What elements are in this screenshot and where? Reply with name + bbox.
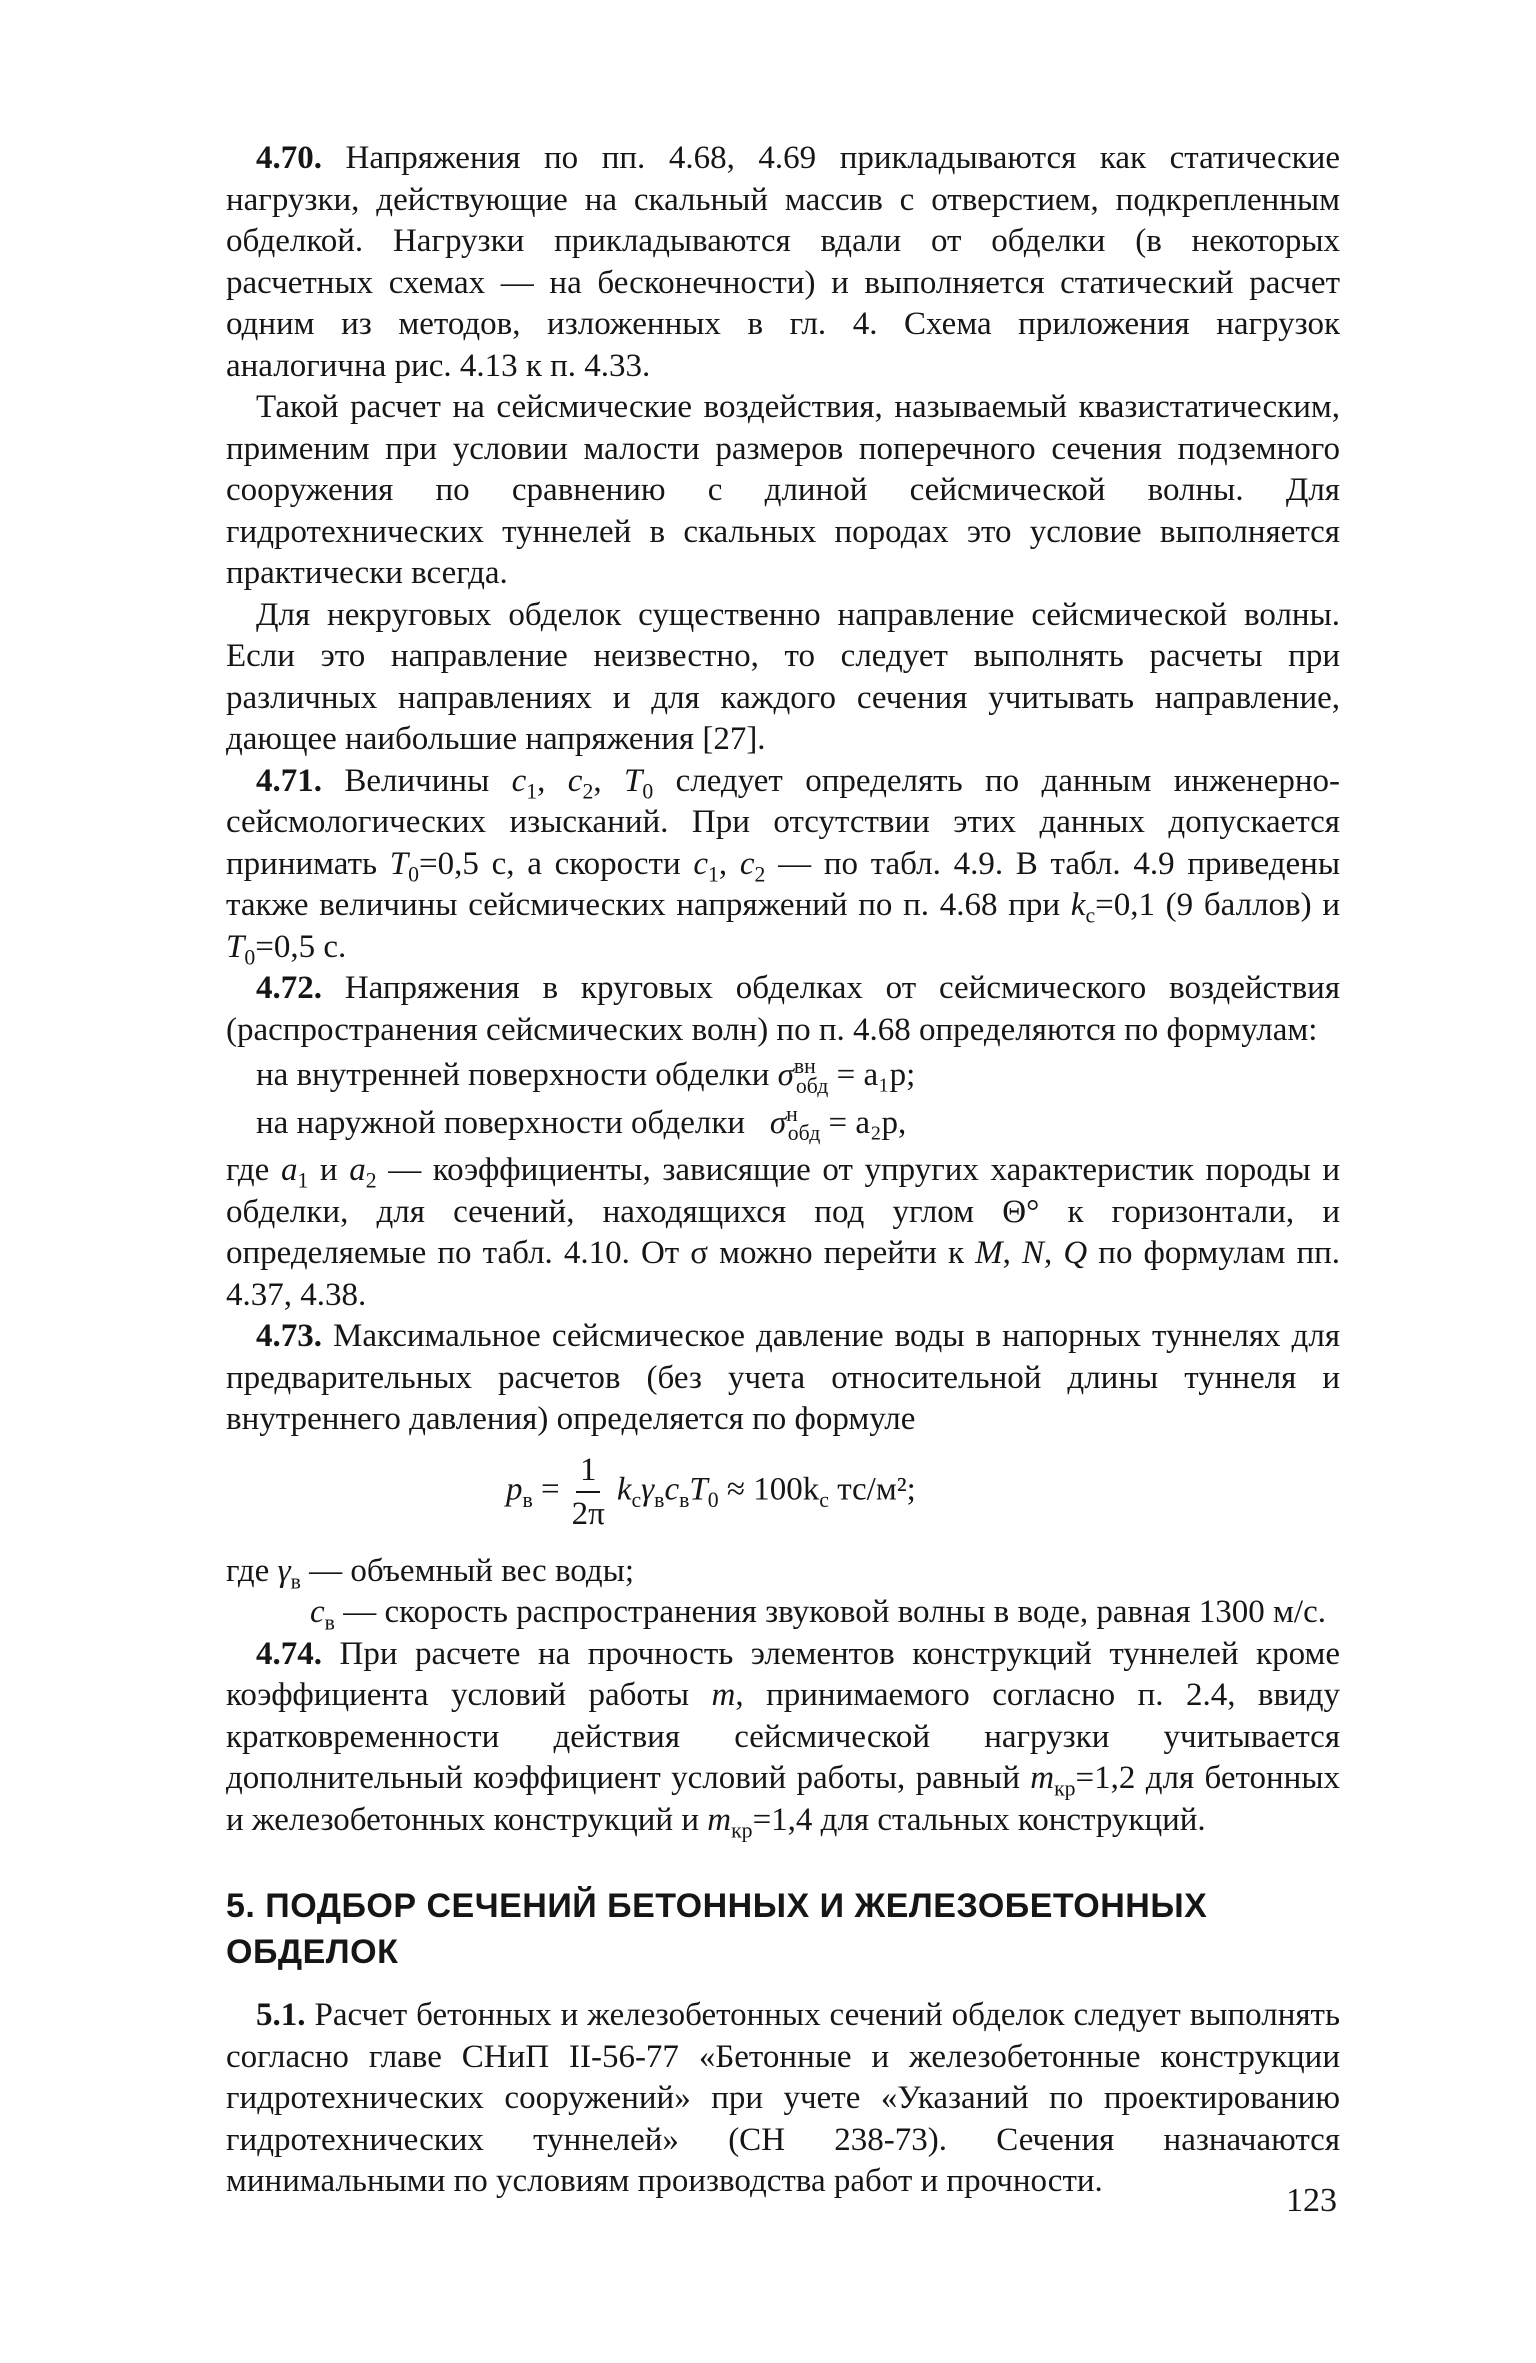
clause-number: 4.70. [256, 140, 322, 176]
paragraph-text: Напряжения по пп. 4.68, 4.69 прикладываются как статические нагрузки, действующие на скальный массив с отверстием, подкрепленным обделкой. Нагрузки прикладываются вдали от обделки (в некоторых расчетных схемах — на бесконечности) и выполняется статический расчет одним из методов, изложенных в гл. 4. Схема приложения нагрузок аналогична рис. 4.13 к п. 4.33. [226, 140, 1340, 384]
definition-c [226, 1592, 1340, 1634]
formula-sup: вн [793, 1054, 816, 1078]
clause-number: 4.71. [256, 762, 322, 799]
text-run: =0,5 с. [255, 928, 347, 965]
paragraph-4-74: 4.74. При расчете на прочность элементов конструкций туннелей кроме коэффициента условий работы m, принимаемого согласно п. 2.4, ввиду кратковременности действия сейсмической нагрузки учитывается дополнительный коэффициент условий работы, равный $m_{кр}=1,2$ для бетонных и железобетонных конструкций и $m_{кр}=1,4$ для стальных конструкций. [226, 1635, 1341, 1843]
clause-number: 4.74. [256, 1635, 322, 1672]
page-content [226, 138, 1340, 2203]
paragraph-text: Напряжения в круговых обделках от сейсмического воздействия (распространения сейсмических волн) по п. 4.68 определяются по формулам: [226, 970, 1340, 1048]
text-run: =1,4 для стальных конструкций. [752, 1801, 1206, 1838]
formula-sup: н [786, 1101, 798, 1126]
clause-number: 5.1. [256, 1997, 306, 2033]
fraction-denominator: 2π [571, 1495, 605, 1532]
section-heading: 5. ПОДБОР СЕЧЕНИЙ БЕТОННЫХ И ЖЕЛЕЗОБЕТОННЫХ ОБДЕЛОК [226, 1887, 1208, 1971]
definition-term [226, 1592, 310, 1634]
fraction-numerator: 1 [576, 1449, 601, 1493]
text-run: При расчете на прочность элементов конструкций туннелей кроме коэффициента условий работы [226, 1635, 1340, 1713]
definition-text: — объемный вес воды; [300, 1552, 634, 1589]
fraction [572, 1449, 605, 1535]
text-run: где [226, 1152, 281, 1188]
eq-unit: тс/м²; [828, 1471, 916, 1508]
clause-number: 4.72. [256, 970, 322, 1006]
paragraph-4-72-after: где $a_1$ и $a_2$ — коэффициенты, зависящие от упругих характеристик породы и обделки, для сечений, находящихся под углом Θ° к горизонтали, и определяемые по табл. 4.10. От σ можно перейти к M, N, Q по формулам пп. 4.37, 4.38. [226, 1152, 1341, 1313]
definition-gamma: где $\gamma_в$ — объемный вес воды; [226, 1552, 634, 1594]
page-number: 123 [1286, 2182, 1337, 2219]
term-desc: — скорость распространения звуковой волны в воде, равная 1300 м/с. [334, 1594, 1327, 1630]
text-run: — коэффициенты, зависящие от упругих характеристик породы и обделки, для сечений, находящихся под углом Θ° к горизонтали, и определяемые по табл. 4.10. От σ можно перейти к [226, 1152, 1340, 1271]
where-label: где [226, 1552, 278, 1589]
term-sub: в [324, 1610, 335, 1635]
text-run: =1,2 для бетонных и железобетонных конструкций и [226, 1760, 1341, 1838]
paragraph-4-70-c: Для некруговых обделок существенно направление сейсмической волны. Если это направление неизвестно, то следует выполнять расчеты при различных направлениях и для каждого сечения учитывать направление, дающее наибольшие напряжения [27]. [226, 596, 1340, 757]
text-run: Величины [322, 762, 512, 799]
text-run: =0,5 с, а скорости [419, 845, 694, 882]
eq-lhs: p [506, 1471, 523, 1508]
text-run: следует определять по данным инженерно-сейсмологических изысканий. При отсутствии этих данных допускается принимать [226, 762, 1341, 882]
clause-number: 4.73. [256, 1318, 322, 1354]
formula-label: на наружной поверхности обделки [256, 1104, 754, 1141]
text-run: и [308, 1152, 350, 1188]
text-run: по формулам пп. 4.37, 4.38. [226, 1235, 1341, 1313]
formula-label: на внутренней поверхности обделки [256, 1057, 778, 1093]
formula-sub: обд [787, 1121, 821, 1146]
formula-rhs: = a₂p, [820, 1104, 907, 1141]
paragraph-4-70 [226, 138, 1340, 387]
formula-outer-surface: на наружной поверхности обделки $\sigma^н_{обд} = a_2p$, [256, 1101, 907, 1146]
paragraph-4-73 [226, 1316, 1340, 1441]
formula-inner-surface: на внутренней поверхности обделки $\sigma^{вн}_{обд} = a_1p$; [256, 1054, 916, 1098]
paragraph-text: Максимальное сейсмическое давление воды в напорных туннелях для предварительных расчетов (без учета относительной длины туннеля и внутреннего давления) определяется по формуле [226, 1318, 1340, 1437]
definition-text [310, 1592, 1340, 1634]
eq-lhs-sub: в [522, 1487, 533, 1512]
eq-rhs: ≈ 100k [726, 1471, 820, 1508]
paragraph-4-72 [226, 968, 1340, 1051]
text-run: , принимаемого согласно п. 2.4, ввиду кратковременности действия сейсмической нагрузки учитывается дополнительный коэффициент условий работы, равный [226, 1677, 1341, 1796]
formula-sub: обд [795, 1073, 829, 1098]
equation-water-pressure: $p_в$ = $\frac{1}{2\pi}$ $k_с\gamma_вc_вT_0 \approx 100k_с$ тс/м²; [226, 1449, 1340, 1535]
definitions [226, 1551, 1340, 1634]
paragraph-4-70-b: Такой расчет на сейсмические воздействия, называемый квазистатическим, применим при условии малости размеров поперечного сечения подземного сооружения по сравнению с длиной сейсмической волны. Для гидротехнических туннелей в скальных породах это условие выполняется практически всегда. [226, 389, 1340, 591]
paragraph-4-71: 4.71. Величины $c_1$, $c_2$, $T_0$ следует определять по данным инженерно-сейсмологических изысканий. При отсутствии этих данных допускается принимать $T_0=0,5$ с, а скорости $c_1$, $c_2$ — по табл. 4.9. В табл. 4.9 приведены также величины сейсмических напряжений по п. 4.68 при $k_с=0,1$ (9 баллов) и $T_0=0,5$ с. [226, 762, 1341, 970]
formula-rhs: = a₁p; [828, 1057, 916, 1093]
paragraph-text: Расчет бетонных и железобетонных сечений обделок следует выполнять согласно главе СНиП II-56-77 «Бетонные и железобетонные конструкции гидротехнических сооружений» при учете «Указаний по проектированию гидротехнических туннелей» (СН 238-73). Сечения назначаются минимальными по условиям производства работ и прочности. [226, 1997, 1340, 2199]
paragraph-5-1 [226, 1995, 1340, 2203]
eq-rhs-sub: с [819, 1487, 829, 1512]
text-run: — по табл. 4.9. В табл. 4.9 приведены также величины сейсмических напряжений по п. 4.68 при [226, 845, 1341, 923]
text-run: =0,1 (9 баллов) и [1095, 887, 1340, 923]
term-symbol: с [310, 1594, 325, 1630]
